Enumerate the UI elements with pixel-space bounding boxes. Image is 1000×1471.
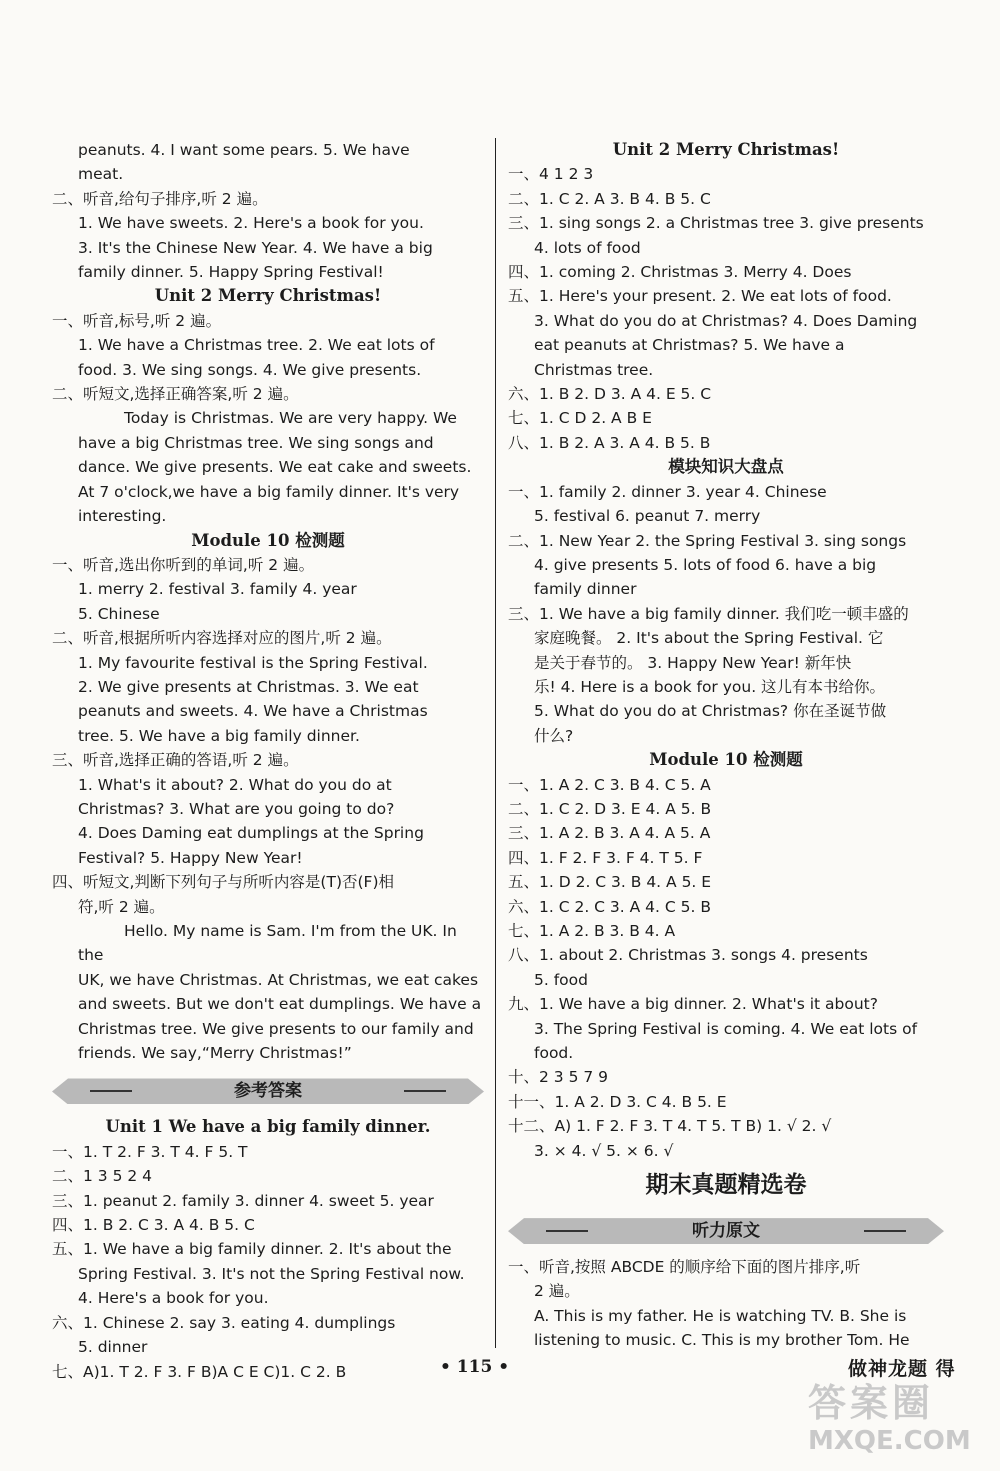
answer-line: 5. dinner xyxy=(78,1338,148,1357)
text-line: tree. 5. We have a big family dinner. xyxy=(78,726,360,745)
text-line: 2 遍。 xyxy=(534,1282,580,1301)
question-heading: 一、听音,按照 ABCDE 的顺序给下面的图片排序,听 xyxy=(508,1258,861,1277)
column-divider xyxy=(495,138,496,1348)
answer-line: 六、1. C 2. C 3. A 4. C 5. B xyxy=(508,897,711,916)
answer-line: 乐! 4. Here is a book for you. 这儿有本书给你。 xyxy=(534,677,886,696)
answer-line: Christmas tree. xyxy=(534,360,654,379)
answer-line: 一、4 1 2 3 xyxy=(508,165,594,184)
banner-title: 听力原文 xyxy=(692,1221,760,1242)
section-title: Unit 1 We have a big family dinner. xyxy=(105,1117,431,1137)
answer-line: family dinner xyxy=(534,580,637,599)
text-line: 5. Chinese xyxy=(78,604,160,623)
answer-line: 七、1. A 2. B 3. B 4. A xyxy=(508,922,676,940)
text-line: 4. Does Daming eat dumplings at the Spring xyxy=(78,824,424,843)
answer-line: 二、1. C 2. D 3. E 4. A 5. B xyxy=(508,799,712,818)
text-line: food. 3. We sing songs. 4. We give presents. xyxy=(78,360,422,379)
text-line: At 7 o'clock,we have a big family dinner. It's very xyxy=(78,482,460,501)
question-heading: 一、听音,标号,听 2 遍。 xyxy=(52,311,222,330)
answers-banner xyxy=(52,1073,484,1109)
text-line: Christmas? 3. What are you going to do? xyxy=(78,799,395,818)
section-title: Module 10 检测题 xyxy=(649,750,803,770)
section-title: Unit 2 Merry Christmas! xyxy=(612,140,840,159)
text-line: family dinner. 5. Happy Spring Festival! xyxy=(78,263,384,282)
text-line: 1. merry 2. festival 3. family 4. year xyxy=(78,580,357,599)
answer-line: 九、1. We have a big dinner. 2. What's it about? xyxy=(508,995,878,1014)
answer-line: 3. What do you do at Christmas? 4. Does Daming xyxy=(534,311,918,330)
text-line: Today is Christmas. We are very happy. We xyxy=(124,409,457,428)
answer-line: 六、1. Chinese 2. say 3. eating 4. dumplings xyxy=(52,1313,396,1332)
text-line: Christmas tree. We give presents to our family and xyxy=(78,1019,474,1038)
answer-line: 4. lots of food xyxy=(534,238,641,257)
answer-line: 4. give presents 5. lots of food 6. have a big xyxy=(534,555,877,574)
answer-line: 一、1. A 2. C 3. B 4. C 5. A xyxy=(508,775,711,794)
text-line: friends. We say,“Merry Christmas!” xyxy=(78,1044,352,1063)
answer-line: 4. Here's a book for you. xyxy=(78,1289,269,1308)
text-line: have a big Christmas tree. We sing songs and xyxy=(78,433,434,452)
answer-line: 3. × 4. √ 5. × 6. √ xyxy=(534,1141,674,1160)
answer-line: 四、1. B 2. C 3. A 4. B 5. C xyxy=(52,1216,255,1235)
answer-line: 五、1. Here's your present. 2. We eat lots of food. xyxy=(508,287,892,306)
banner-title: 参考答案 xyxy=(234,1081,302,1102)
answer-line: 家庭晚餐。 2. It's about the Spring Festival. 它 xyxy=(534,629,884,648)
text-line: A. This is my father. He is watching TV. B. She is xyxy=(534,1306,907,1325)
watermark-text: 答案圈 xyxy=(808,1381,935,1425)
question-heading: 二、听短文,选择正确答案,听 2 遍。 xyxy=(52,385,299,404)
answer-line: 3. The Spring Festival is coming. 4. We eat lots of xyxy=(534,1019,918,1038)
watermark-url: MXQE.COM xyxy=(808,1426,971,1456)
section-title: Unit 2 Merry Christmas! xyxy=(154,286,382,306)
answer-line: 十、2 3 5 7 9 xyxy=(508,1068,609,1087)
answer-line: 三、1. A 2. B 3. A 4. A 5. A xyxy=(508,824,711,843)
answer-line: 5. food xyxy=(534,970,588,989)
answer-line: 六、1. B 2. D 3. A 4. E 5. C xyxy=(508,385,712,404)
answer-line: 七、A)1. T 2. F 3. F B)A C E C)1. C 2. B xyxy=(52,1362,347,1381)
text-line: 1. What's it about? 2. What do you do at xyxy=(78,775,392,794)
text-line: 1. We have sweets. 2. Here's a book for you. xyxy=(78,214,424,233)
answer-line: 十二、A) 1. F 2. F 3. T 4. T 5. T B) 1. √ 2. √ xyxy=(508,1117,832,1136)
text-line: UK, we have Christmas. At Christmas, we eat cakes xyxy=(78,970,479,989)
answer-line: eat peanuts at Christmas? 5. We have a xyxy=(534,336,845,355)
answer-line: 二、1 3 5 2 4 xyxy=(52,1167,153,1186)
answer-line: 四、1. coming 2. Christmas 3. Merry 4. Does xyxy=(508,263,852,282)
right-column xyxy=(508,138,944,1353)
text-line: interesting. xyxy=(78,507,167,526)
text-line: meat. xyxy=(78,165,124,184)
answer-line: 5. What do you do at Christmas? 你在圣诞节做 xyxy=(534,702,887,721)
question-heading: 二、听音,给句子排序,听 2 遍。 xyxy=(52,189,268,208)
listening-banner xyxy=(508,1213,944,1249)
watermark-logo xyxy=(808,1380,998,1468)
answer-line: 三、1. sing songs 2. a Christmas tree 3. give presents xyxy=(508,214,924,233)
text-line: 2. We give presents at Christmas. 3. We eat xyxy=(78,677,419,696)
text-line: peanuts and sweets. 4. We have a Christmas xyxy=(78,702,428,721)
section-title: Module 10 检测题 xyxy=(191,530,345,550)
answer-line: 二、1. New Year 2. the Spring Festival 3. sing songs xyxy=(508,531,907,550)
page-number: • 115 • xyxy=(440,1357,510,1377)
answer-line: 三、1. peanut 2. family 3. dinner 4. sweet 5. year xyxy=(52,1191,434,1210)
text-line: 3. It's the Chinese New Year. 4. We have a big xyxy=(78,238,433,257)
answer-line: 二、1. C 2. A 3. B 4. B 5. C xyxy=(508,189,711,208)
exam-title: 期末真题精选卷 xyxy=(645,1172,807,1199)
left-column xyxy=(52,138,484,1384)
answer-line: 三、1. We have a big family dinner. 我们吃一顿丰盛的 xyxy=(508,604,909,623)
brand-text: 做神龙题 得 xyxy=(848,1358,956,1380)
question-heading: 一、听音,选出你听到的单词,听 2 遍。 xyxy=(52,555,315,574)
text-line: listening to music. C. This is my brother Tom. He xyxy=(534,1331,910,1350)
answer-line: 一、1. family 2. dinner 3. year 4. Chinese xyxy=(508,482,827,501)
text-line: peanuts. 4. I want some pears. 5. We have xyxy=(78,141,410,159)
text-line: 1. We have a Christmas tree. 2. We eat lots of xyxy=(78,336,435,355)
text-line: Hello. My name is Sam. I'm from the UK. In the xyxy=(78,922,457,965)
answer-line: 十一、1. A 2. D 3. C 4. B 5. E xyxy=(508,1092,727,1111)
text-line: 符,听 2 遍。 xyxy=(78,897,165,916)
question-heading: 二、听音,根据所听内容选择对应的图片,听 2 遍。 xyxy=(52,629,392,648)
answer-line: 五、1. D 2. C 3. B 4. A 5. E xyxy=(508,873,712,892)
answer-line: 八、1. B 2. A 3. A 4. B 5. B xyxy=(508,433,711,452)
answer-line: Spring Festival. 3. It's not the Spring Festival now. xyxy=(78,1264,465,1283)
answer-line: 是关于春节的。 3. Happy New Year! 新年快 xyxy=(534,653,852,672)
text-line: dance. We give presents. We eat cake and sweets. xyxy=(78,458,472,477)
answer-line: 八、1. about 2. Christmas 3. songs 4. presents xyxy=(508,946,868,965)
answer-line: food. xyxy=(534,1044,574,1063)
answer-line: 什么? xyxy=(534,726,574,745)
answer-line: 七、1. C D 2. A B E xyxy=(508,409,652,428)
answer-line: 5. festival 6. peanut 7. merry xyxy=(534,507,761,526)
section-title: 模块知识大盘点 xyxy=(668,457,784,477)
answer-line: 五、1. We have a big family dinner. 2. It's about the xyxy=(52,1240,452,1259)
question-heading: 三、听音,选择正确的答语,听 2 遍。 xyxy=(52,751,299,770)
answer-line: 一、1. T 2. F 3. T 4. F 5. T xyxy=(52,1142,248,1161)
question-heading: 四、听短文,判断下列句子与所听内容是(T)否(F)相 xyxy=(52,873,395,892)
text-line: 1. My favourite festival is the Spring Festival. xyxy=(78,653,428,672)
answer-line: 四、1. F 2. F 3. F 4. T 5. F xyxy=(508,848,703,867)
text-line: Festival? 5. Happy New Year! xyxy=(78,848,303,867)
text-line: and sweets. But we don't eat dumplings. We have a xyxy=(78,995,482,1014)
